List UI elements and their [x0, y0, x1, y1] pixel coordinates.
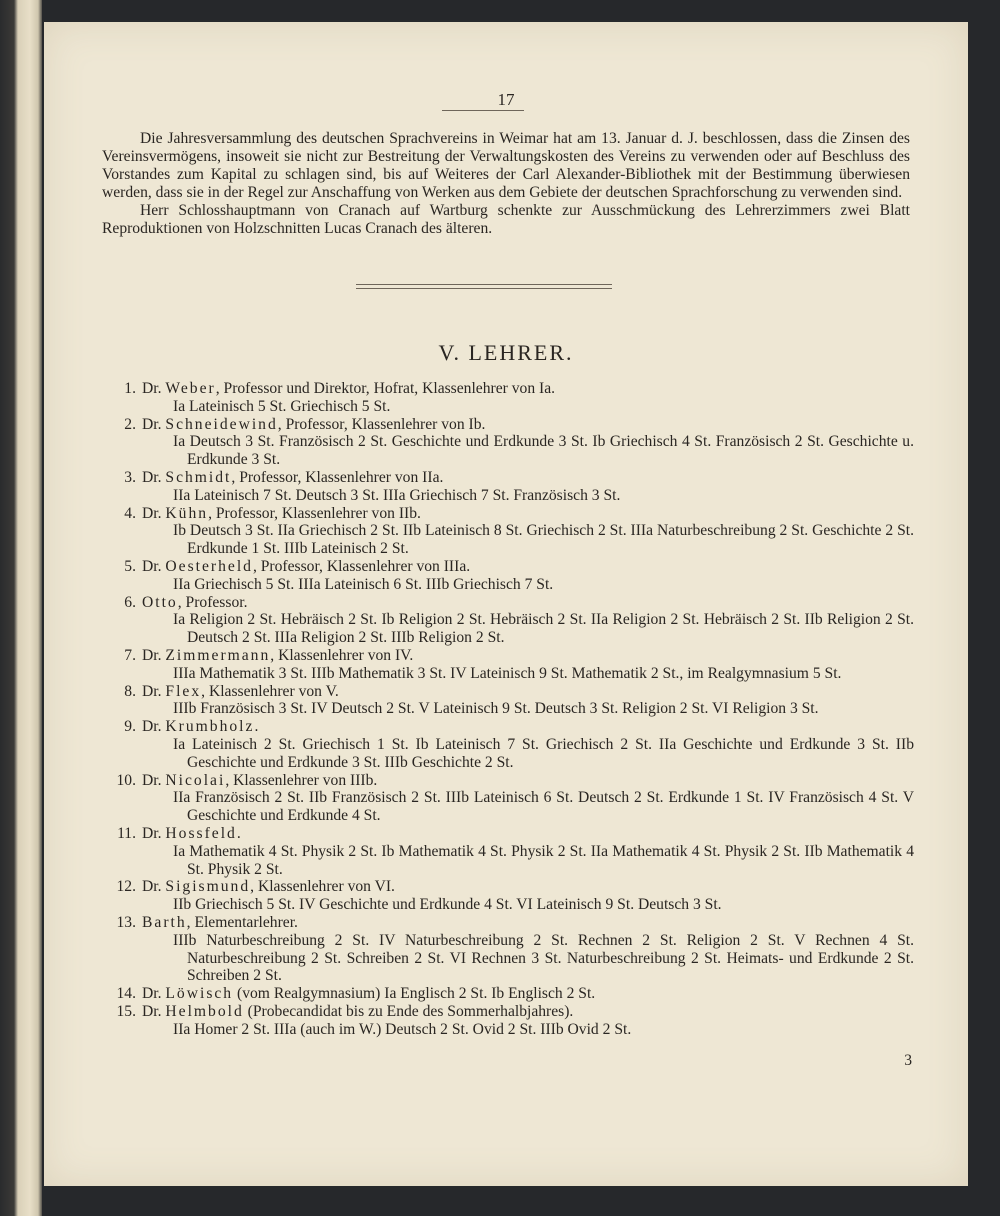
teacher-header-line	[142, 647, 914, 665]
teacher-entry	[102, 683, 914, 719]
teacher-subjects: IIa Homer 2 St. IIIa (auch im W.) Deutsch 2 St. Ovid 2 St. IIIb Ovid 2 St.	[173, 1020, 632, 1038]
teacher-number: 15.	[116, 1002, 136, 1020]
teacher-title-prefix: Dr.	[142, 878, 162, 896]
teacher-header-line	[142, 914, 914, 932]
teacher-entry	[102, 825, 914, 878]
teacher-name: Nicolai	[165, 771, 226, 789]
teacher-subjects: IIIb Naturbeschreibung 2 St. IV Naturbeschreibung 2 St. Rechnen 2 St. Religion 2 St. V Rechnen 4 St. Naturbeschreibung 2 St. Schreiben 2 St. VI Rechnen 3 St. Naturbeschreibung 2 St. Heimats- und Erdkunde 2 St. Schreiben 2 St.	[173, 931, 914, 985]
teacher-number: 8.	[124, 682, 136, 700]
teacher-number: 2.	[124, 415, 136, 433]
teacher-subjects: IIa Französisch 2 St. IIb Französisch 2 St. IIIb Lateinisch 6 St. Deutsch 2 St. Erdkunde 1 St. IV Französisch 4 St. V Geschichte und Erdkunde 4 St.	[173, 789, 914, 825]
teacher-number: 10.	[116, 771, 136, 789]
document-page	[44, 22, 968, 1186]
teacher-name: Oesterheld	[165, 557, 253, 575]
teacher-subjects: IIIa Mathematik 3 St. IIIb Mathematik 3 St. IV Lateinisch 9 St. Mathematik 2 St., im Realgymnasium 5 St.	[173, 664, 842, 682]
teacher-entry	[102, 914, 914, 985]
teacher-title-prefix: Dr.	[142, 646, 162, 664]
teacher-title-prefix: Dr.	[142, 415, 162, 433]
teacher-entry	[102, 985, 914, 1003]
teacher-title-prefix: Dr.	[142, 504, 162, 522]
teacher-subjects: IIIb Französisch 3 St. IV Deutsch 2 St. V Lateinisch 9 St. Deutsch 3 St. Religion 2 St. VI Religion 3 St.	[173, 700, 819, 718]
teacher-name: Flex	[165, 682, 202, 700]
teacher-entry	[102, 505, 914, 558]
book-binding-edge	[0, 0, 42, 1216]
teacher-entry	[102, 647, 914, 683]
page-number-rule	[442, 106, 524, 111]
teacher-header-line	[142, 469, 914, 487]
teacher-name: Otto	[142, 593, 178, 611]
teacher-entry	[102, 380, 914, 416]
teacher-header-line	[142, 505, 914, 523]
teacher-header-line	[142, 558, 914, 576]
teacher-name: Weber	[165, 380, 216, 397]
teacher-role: , Professor, Klassenlehrer von IIIa.	[252, 557, 471, 575]
teacher-role: (vom Realgymnasium) Ia Englisch 2 St. Ib Englisch 2 St.	[233, 985, 596, 1003]
page-number: 17	[497, 90, 515, 109]
teacher-name: Barth	[142, 913, 187, 931]
teacher-name: Helmbold	[165, 1002, 244, 1020]
teacher-title-prefix: Dr.	[142, 468, 162, 486]
teacher-number: 6.	[124, 593, 136, 611]
teacher-number: 4.	[124, 504, 136, 522]
teacher-header-line	[142, 683, 914, 701]
teacher-role: (Probecandidat bis zu Ende des Sommerhalbjahres).	[243, 1002, 574, 1020]
teacher-number: 12.	[116, 878, 136, 896]
teacher-role: , Professor.	[177, 593, 248, 611]
teacher-subjects: Ia Lateinisch 2 St. Griechisch 1 St. Ib Lateinisch 7 St. Griechisch 2 St. IIa Geschichte und Erdkunde 3 St. IIb Geschichte und Erdkunde 3 St. IIIb Geschichte 2 St.	[173, 735, 914, 771]
teacher-entry	[102, 878, 914, 914]
teacher-subjects: Ib Deutsch 3 St. IIa Griechisch 2 St. IIb Lateinisch 8 St. Griechisch 2 St. IIIa Naturbeschreibung 2 St. Geschichte 2 St. Erdkunde 1 St. IIIb Lateinisch 2 St.	[173, 522, 914, 558]
intro-paragraph-1: Die Jahresversammlung des deutschen Sprachvereins in Weimar hat am 13. Januar d. J. beschlossen, dass die Zinsen des Vereinsvermögens, insoweit sie nicht zur Bestreitung der Verwaltungskosten des Vereins zu verwenden oder auf Beschluss des Vorstandes zum Kapital zu schlagen sind, bis auf Weiteres der Carl Alexander-Bibliothek mit der Bestimmung überwiesen werden, dass sie in der Regel zur Anschaffung von Werken aus dem Gebiete der deutschen Sprachforschung zu verwenden sind.	[102, 130, 910, 201]
teacher-subjects: Ia Deutsch 3 St. Französisch 2 St. Geschichte und Erdkunde 3 St. Ib Griechisch 4 St. Französisch 2 St. Geschichte u. Erdkunde 3 St.	[173, 433, 914, 469]
teacher-name: Sigismund	[165, 878, 251, 896]
teacher-header-line	[142, 416, 914, 434]
teacher-subjects: Ia Religion 2 St. Hebräisch 2 St. Ib Religion 2 St. Hebräisch 2 St. IIa Religion 2 St. Hebräisch 2 St. IIb Religion 2 St. Deutsch 2 St. IIIa Religion 2 St. IIIb Religion 2 St.	[173, 611, 914, 647]
teacher-header-line	[142, 825, 914, 843]
teacher-title-prefix: Dr.	[142, 985, 162, 1003]
teacher-entry	[102, 718, 914, 771]
teacher-subjects: IIb Griechisch 5 St. IV Geschichte und Erdkunde 4 St. VI Lateinisch 9 St. Deutsch 3 St.	[173, 896, 722, 914]
sheet-signature: 3	[904, 1052, 912, 1069]
teacher-name: Kühn	[165, 504, 209, 522]
teacher-number: 11.	[117, 824, 136, 842]
teacher-number: 7.	[124, 646, 136, 664]
teacher-role: , Klassenlehrer von VI.	[250, 878, 395, 896]
teacher-header-line	[142, 772, 914, 790]
teacher-number: 14.	[116, 985, 136, 1003]
teacher-role: .	[254, 718, 259, 736]
teacher-subjects: Ia Mathematik 4 St. Physik 2 St. Ib Mathematik 4 St. Physik 2 St. IIa Mathematik 4 St. Physik 2 St. IIb Mathematik 4 St. Physik 2 St.	[173, 842, 914, 878]
teacher-entry	[102, 772, 914, 825]
teacher-title-prefix: Dr.	[142, 718, 162, 736]
teacher-title-prefix: Dr.	[142, 380, 162, 397]
teacher-role: , Professor, Klassenlehrer von Ib.	[277, 415, 486, 433]
teacher-entry	[102, 594, 914, 647]
teacher-name: Löwisch	[165, 985, 234, 1003]
teacher-header-line	[142, 718, 914, 736]
teacher-header-line	[142, 985, 914, 1003]
teacher-number: 9.	[124, 718, 136, 736]
teacher-role: , Professor, Klassenlehrer von IIa.	[231, 468, 444, 486]
teacher-number: 1.	[124, 380, 136, 397]
teacher-role: , Klassenlehrer von IV.	[270, 646, 414, 664]
teacher-role: .	[236, 824, 241, 842]
teacher-subjects: Ia Lateinisch 5 St. Griechisch 5 St.	[173, 397, 391, 415]
intro-section	[102, 130, 910, 238]
teacher-title-prefix: Dr.	[142, 682, 162, 700]
teacher-name: Krumbholz	[165, 718, 255, 736]
teacher-title-prefix: Dr.	[142, 1002, 162, 1020]
teacher-list	[102, 380, 914, 1038]
teacher-title-prefix: Dr.	[142, 557, 162, 575]
intro-paragraph-2: Herr Schlosshauptmann von Cranach auf Wartburg schenkte zur Ausschmückung des Lehrerzimmers zwei Blatt Reproduktionen von Holzschnitten Lucas Cranach des älteren.	[102, 202, 910, 237]
teacher-header-line	[142, 380, 914, 398]
teacher-header-line	[142, 878, 914, 896]
teacher-subjects: IIa Lateinisch 7 St. Deutsch 3 St. IIIa Griechisch 7 St. Französisch 3 St.	[173, 486, 621, 504]
teacher-header-line	[142, 1003, 914, 1021]
teacher-role: , Professor, Klassenlehrer von IIb.	[208, 504, 421, 522]
section-divider	[356, 284, 612, 289]
teacher-number: 13.	[116, 913, 136, 931]
teacher-role: , Klassenlehrer von IIIb.	[225, 771, 378, 789]
teacher-entry	[102, 416, 914, 469]
teacher-name: Zimmermann	[165, 646, 271, 664]
teacher-name: Schmidt	[165, 468, 232, 486]
teacher-subjects: IIa Griechisch 5 St. IIIa Lateinisch 6 St. IIIb Griechisch 7 St.	[173, 575, 554, 593]
teacher-header-line	[142, 594, 914, 612]
teacher-name: Schneidewind	[165, 415, 278, 433]
teacher-title-prefix: Dr.	[142, 824, 162, 842]
teacher-number: 5.	[124, 557, 136, 575]
teacher-role: , Klassenlehrer von V.	[201, 682, 339, 700]
teacher-entry	[102, 558, 914, 594]
teacher-entry	[102, 469, 914, 505]
teacher-role: , Elementarlehrer.	[186, 913, 298, 931]
teacher-title-prefix: Dr.	[142, 771, 162, 789]
teacher-number: 3.	[124, 468, 136, 486]
teacher-name: Hossfeld	[165, 824, 237, 842]
section-title: V. LEHRER.	[438, 340, 574, 365]
teacher-entry	[102, 1003, 914, 1039]
teacher-role: , Professor und Direktor, Hofrat, Klassenlehrer von Ia.	[215, 380, 556, 397]
